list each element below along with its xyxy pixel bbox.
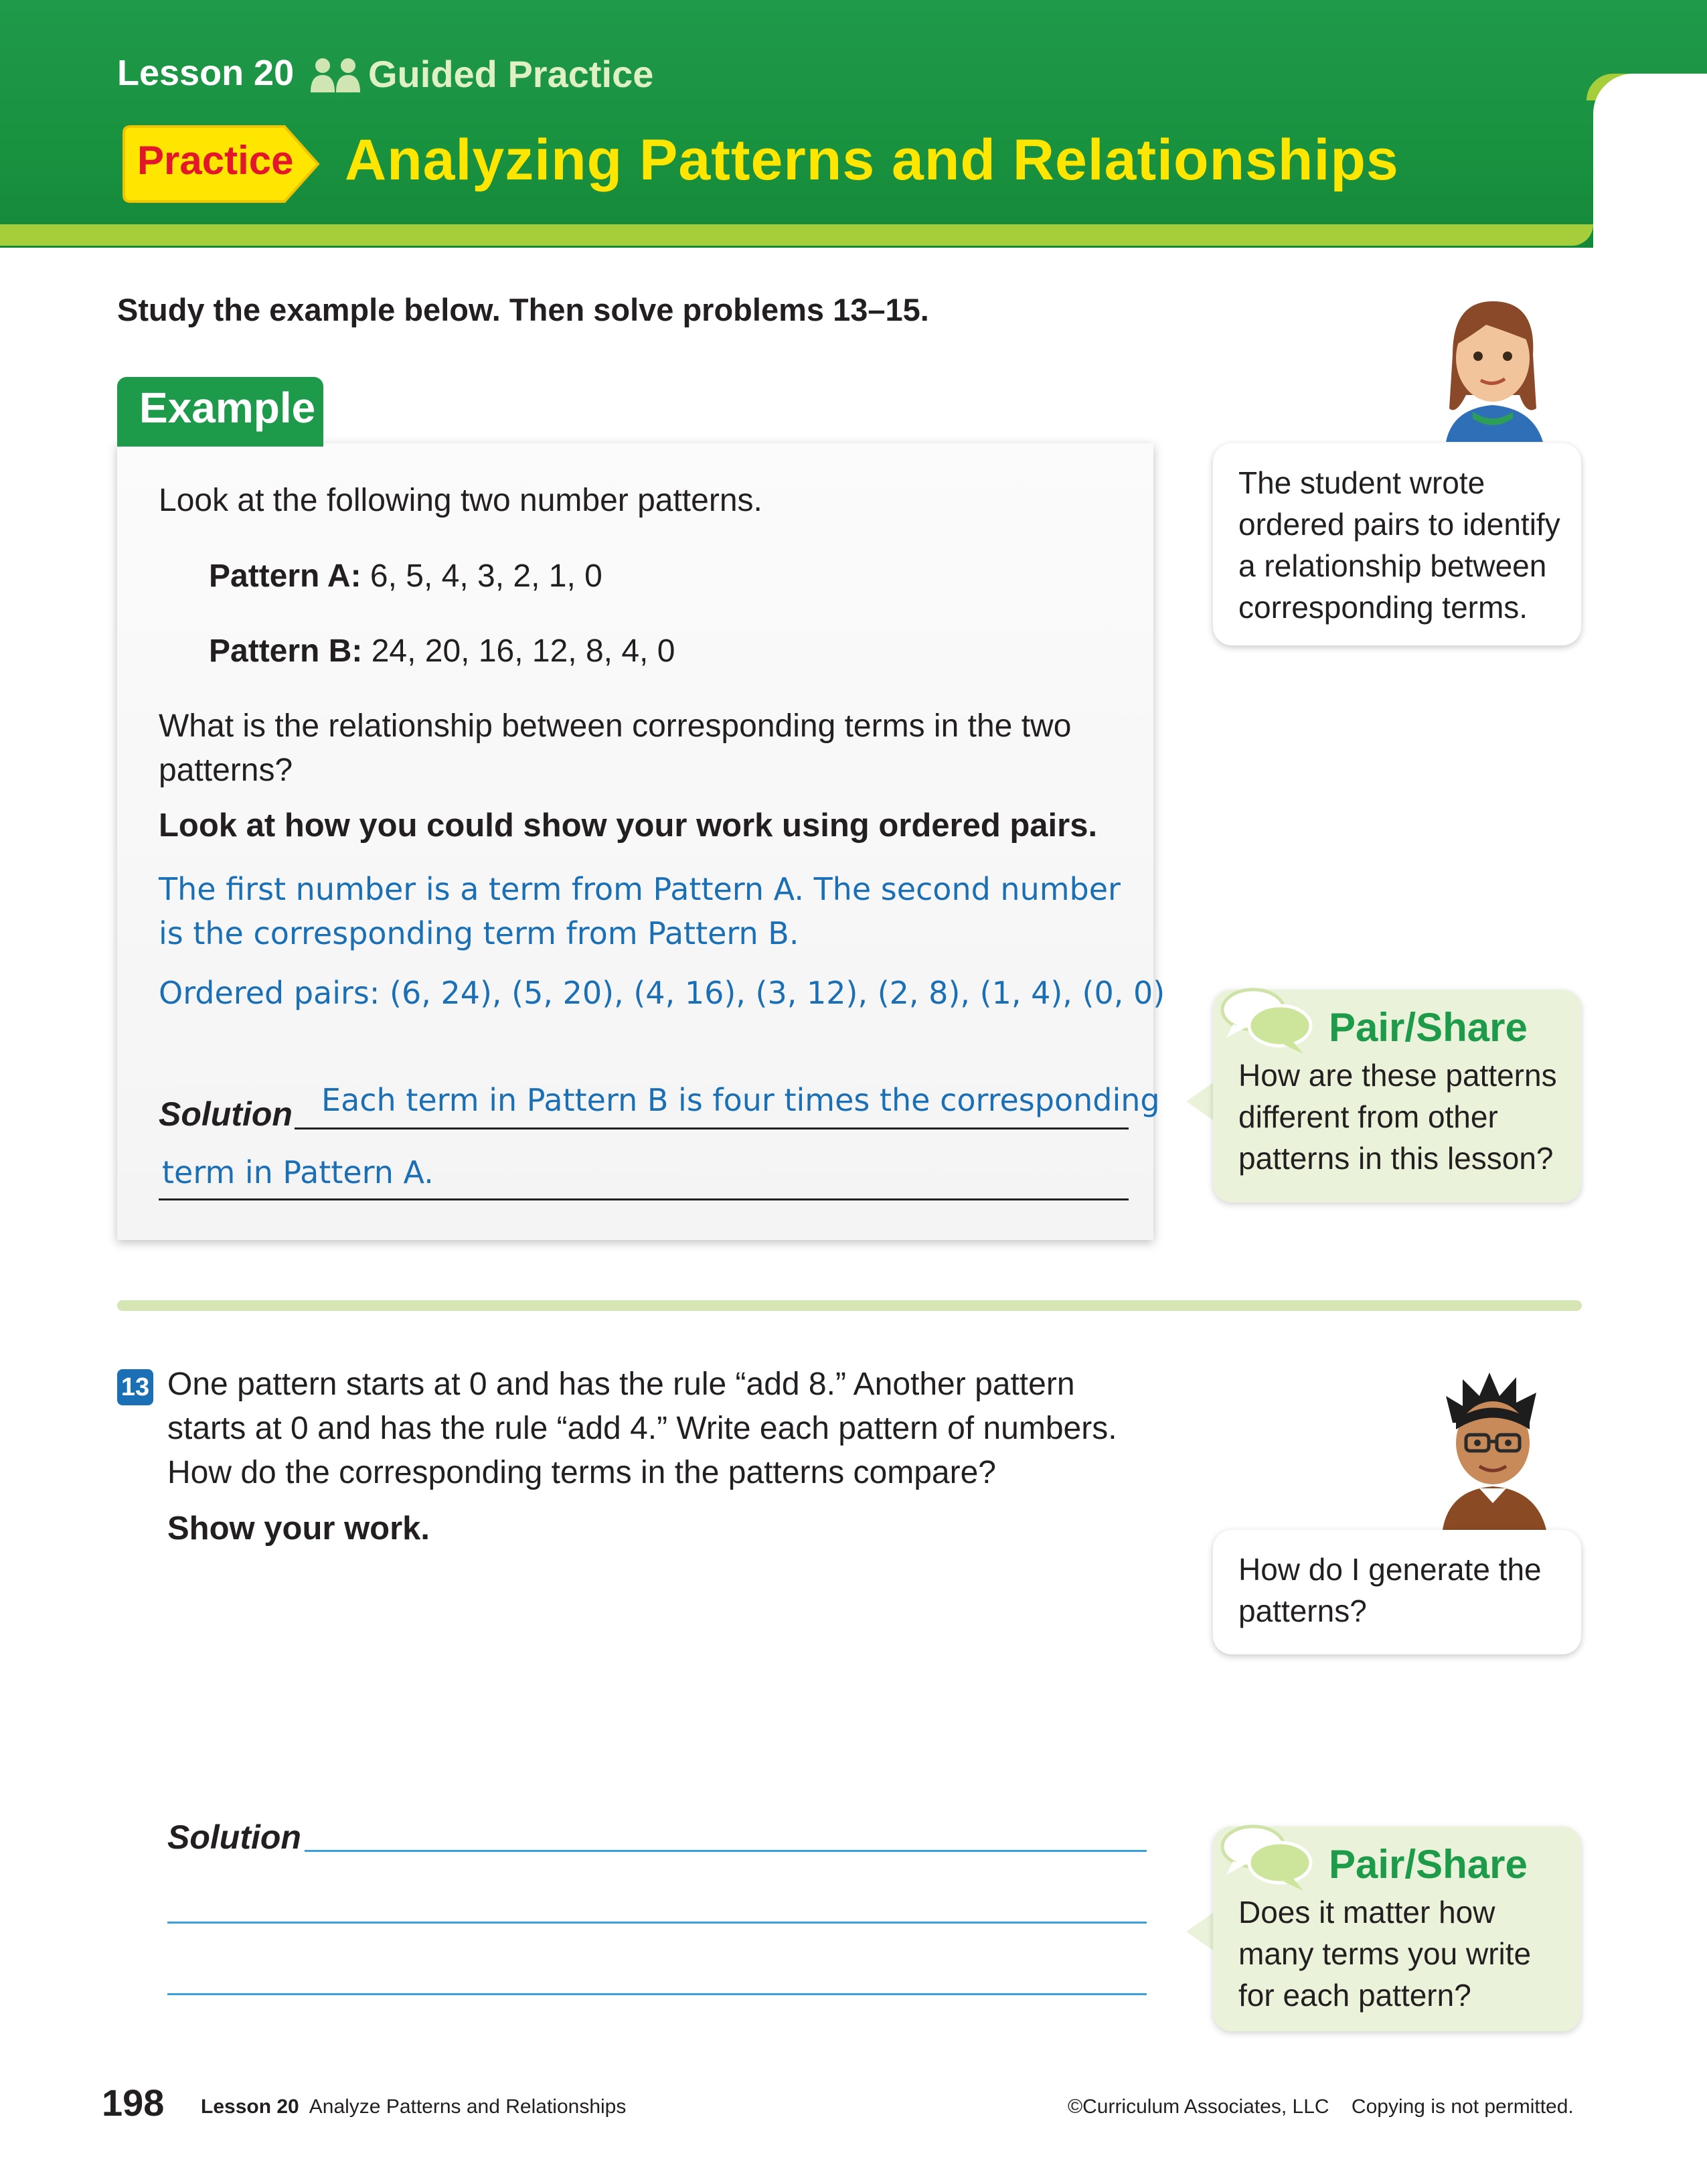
pattern-b-row [209, 629, 675, 674]
problem-13-solution-label: Solution [167, 1818, 301, 1856]
hint-bubble-text: How do I generate the patterns? [1238, 1552, 1542, 1628]
example-ordered-pairs: Ordered pairs: (6, 24), (5, 20), (4, 16), (3, 12), (2, 8), (1, 4), (0, 0) [159, 975, 1165, 1011]
footer-lesson [201, 2096, 626, 2118]
solution-line [295, 1127, 1129, 1129]
pattern-b-values: 24, 20, 16, 12, 8, 4, 0 [371, 633, 675, 669]
answer-line[interactable] [167, 1993, 1147, 1995]
copy-notice: Copying is not permitted. [1351, 2096, 1574, 2118]
example-look-how: Look at how you could show your work using ordered pairs. [159, 807, 1098, 844]
example-solution-label: Solution [159, 1095, 293, 1133]
section-label: Guided Practice [368, 53, 654, 95]
example-question: What is the relationship between corresponding terms in the two patterns? [159, 708, 1072, 788]
solution-line [159, 1198, 1129, 1200]
pattern-a-label: Pattern A: [209, 558, 361, 594]
pair-share-title: Pair/Share [1329, 1842, 1528, 1887]
example-tab-label: Example [139, 384, 316, 432]
people-icon [309, 55, 363, 95]
copyright-text: ©Curriculum Associates, LLC [1068, 2096, 1329, 2118]
footer-copyright [1068, 2096, 1574, 2118]
answer-line[interactable] [167, 1922, 1147, 1924]
page-title: Analyzing Patterns and Relationships [345, 128, 1399, 192]
example-solution-text-1: Each term in Pattern B is four times the corresponding [321, 1082, 1160, 1118]
lesson-label: Lesson 20 [117, 53, 295, 93]
boy-student-icon [1426, 1369, 1560, 1530]
example-explanation: The first number is a term from Pattern A. The second number is the corresponding term from Pattern B. [159, 871, 1121, 951]
example-solution-text-2: term in Pattern A. [162, 1154, 434, 1190]
show-work-label: Show your work. [167, 1510, 430, 1547]
header-accent-stripe [0, 224, 1593, 246]
girl-student-icon [1426, 295, 1560, 442]
section-divider [117, 1300, 1582, 1311]
answer-line[interactable] [305, 1850, 1147, 1852]
pair-share-title: Pair/Share [1329, 1005, 1528, 1050]
chat-bubbles-icon [1220, 1821, 1320, 1895]
pair-share-text: Does it matter how many terms you write for each pattern? [1238, 1895, 1532, 2013]
pattern-a-values: 6, 5, 4, 3, 2, 1, 0 [370, 558, 602, 594]
footer-lesson-number: Lesson 20 [201, 2096, 299, 2118]
instruction-text: Study the example below. Then solve problems 13–15. [117, 292, 929, 327]
pattern-b-label: Pattern B: [209, 633, 363, 669]
footer-lesson-name: Analyze Patterns and Relationships [309, 2096, 627, 2118]
problem-13-text: One pattern starts at 0 and has the rule “add 8.” Another pattern starts at 0 and has the rule “add 4.” Write each pattern of numbers. How do the corresponding terms in the patterns compare? [167, 1367, 1117, 1490]
pattern-a-row [209, 554, 602, 599]
pair-share-text: How are these patterns different from other patterns in this lesson? [1238, 1058, 1557, 1176]
chat-bubbles-icon [1220, 984, 1320, 1058]
problem-number-badge: 13 [117, 1369, 153, 1405]
practice-badge-label: Practice [137, 138, 294, 183]
header-notch [1593, 74, 1707, 248]
example-intro: Look at the following two number patterns. [159, 483, 762, 518]
page-number: 198 [102, 2082, 165, 2124]
hint-bubble-text: The student wrote ordered pairs to identify a relationship between corresponding terms. [1238, 465, 1560, 625]
